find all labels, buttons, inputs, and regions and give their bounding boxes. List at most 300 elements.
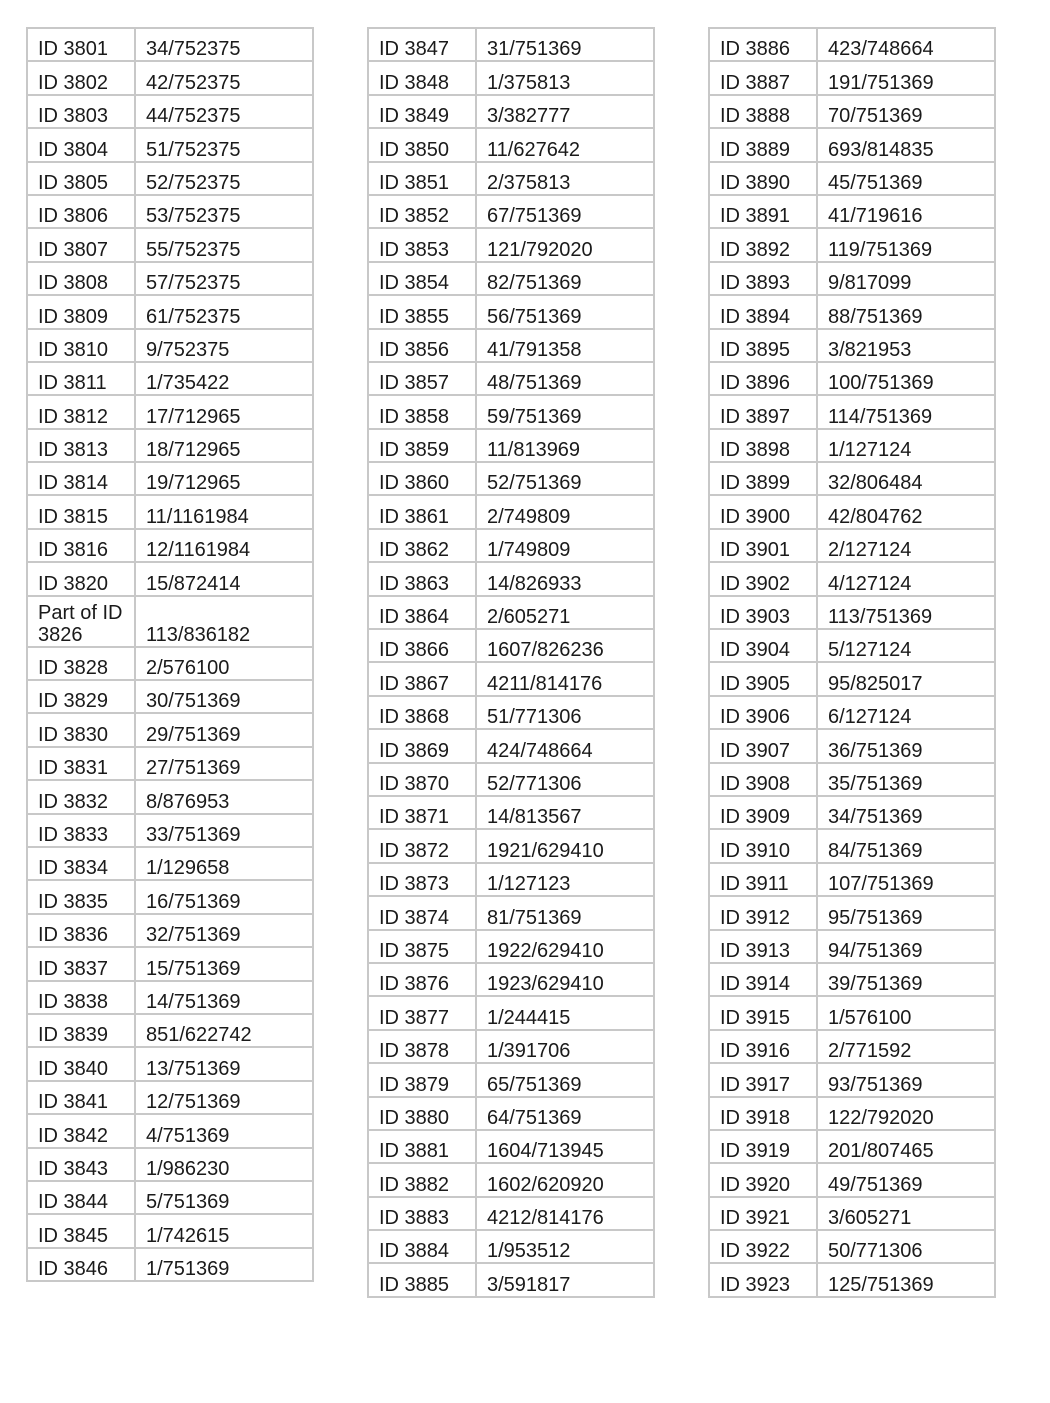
value-cell: 34/751369: [817, 796, 995, 829]
value-cell: 39/751369: [817, 963, 995, 996]
id-cell: ID 3850: [368, 128, 476, 161]
table-row: [709, 228, 995, 261]
table-row: [368, 562, 654, 595]
id-cell: ID 3864: [368, 596, 476, 629]
table-row: [27, 295, 313, 328]
table-row: [709, 729, 995, 762]
id-cell: ID 3853: [368, 228, 476, 261]
id-cell: ID 3830: [27, 713, 135, 746]
id-cell: ID 3855: [368, 295, 476, 328]
value-cell: 33/751369: [135, 814, 313, 847]
value-cell: 32/751369: [135, 914, 313, 947]
table-row: [709, 362, 995, 395]
id-cell: ID 3838: [27, 981, 135, 1014]
table-row: [709, 529, 995, 562]
table-row: [709, 262, 995, 295]
table-row: [368, 729, 654, 762]
value-cell: 27/751369: [135, 747, 313, 780]
value-cell: 95/825017: [817, 662, 995, 695]
id-cell: ID 3891: [709, 195, 817, 228]
value-cell: 2/576100: [135, 647, 313, 680]
value-cell: 88/751369: [817, 295, 995, 328]
value-cell: 2/375813: [476, 162, 654, 195]
value-cell: 113/751369: [817, 596, 995, 629]
value-cell: 1/127123: [476, 863, 654, 896]
table-row: [709, 662, 995, 695]
value-cell: 3/382777: [476, 95, 654, 128]
id-table-2: [367, 27, 655, 1298]
id-cell: ID 3904: [709, 629, 817, 662]
value-cell: 1922/629410: [476, 930, 654, 963]
table-row: [709, 763, 995, 796]
value-cell: 84/751369: [817, 829, 995, 862]
value-cell: 125/751369: [817, 1263, 995, 1296]
table-row: [368, 1163, 654, 1196]
value-cell: 42/804762: [817, 495, 995, 528]
table-row: [709, 896, 995, 929]
value-cell: 1/986230: [135, 1148, 313, 1181]
id-cell: ID 3820: [27, 562, 135, 595]
table-row: [709, 1030, 995, 1063]
id-cell: ID 3882: [368, 1163, 476, 1196]
value-cell: 13/751369: [135, 1047, 313, 1080]
value-cell: 1/749809: [476, 529, 654, 562]
value-cell: 1921/629410: [476, 829, 654, 862]
value-cell: 34/752375: [135, 28, 313, 61]
value-cell: 1607/826236: [476, 629, 654, 662]
id-table-3: [708, 27, 996, 1298]
value-cell: 122/792020: [817, 1097, 995, 1130]
table-row: [368, 128, 654, 161]
table-row: [368, 28, 654, 61]
value-cell: 95/751369: [817, 896, 995, 929]
value-cell: 8/876953: [135, 780, 313, 813]
value-cell: 4/751369: [135, 1114, 313, 1147]
id-cell: Part of ID 3826: [27, 596, 135, 647]
value-cell: 41/719616: [817, 195, 995, 228]
table-row: [27, 429, 313, 462]
table-row: [709, 61, 995, 94]
id-cell: ID 3877: [368, 996, 476, 1029]
id-cell: ID 3909: [709, 796, 817, 829]
id-cell: ID 3805: [27, 162, 135, 195]
table-row: [27, 495, 313, 528]
value-cell: 1/576100: [817, 996, 995, 1029]
value-cell: 3/821953: [817, 329, 995, 362]
table-row: [368, 295, 654, 328]
id-cell: ID 3809: [27, 295, 135, 328]
id-cell: ID 3837: [27, 947, 135, 980]
id-cell: ID 3847: [368, 28, 476, 61]
value-cell: 121/792020: [476, 228, 654, 261]
value-cell: 114/751369: [817, 395, 995, 428]
id-cell: ID 3900: [709, 495, 817, 528]
table-row: [27, 462, 313, 495]
value-cell: 70/751369: [817, 95, 995, 128]
value-cell: 36/751369: [817, 729, 995, 762]
value-cell: 1/127124: [817, 429, 995, 462]
table-row: [368, 596, 654, 629]
table-row: [709, 429, 995, 462]
table-row: [709, 495, 995, 528]
table-row: [709, 195, 995, 228]
id-cell: ID 3803: [27, 95, 135, 128]
table-row: [27, 128, 313, 161]
id-cell: ID 3834: [27, 847, 135, 880]
id-cell: ID 3833: [27, 814, 135, 847]
id-cell: ID 3867: [368, 662, 476, 695]
table-row: [368, 395, 654, 428]
table-row: [27, 228, 313, 261]
table-row: [27, 947, 313, 980]
value-cell: 29/751369: [135, 713, 313, 746]
value-cell: 1602/620920: [476, 1163, 654, 1196]
table-row: [27, 1248, 313, 1281]
value-cell: 67/751369: [476, 195, 654, 228]
table-row: [368, 1063, 654, 1096]
id-cell: ID 3841: [27, 1081, 135, 1114]
id-cell: ID 3815: [27, 495, 135, 528]
value-cell: 119/751369: [817, 228, 995, 261]
id-cell: ID 3921: [709, 1197, 817, 1230]
table-row: [27, 780, 313, 813]
id-cell: ID 3859: [368, 429, 476, 462]
table-row: [27, 61, 313, 94]
table-row: [368, 362, 654, 395]
table-row: [27, 95, 313, 128]
id-cell: ID 3828: [27, 647, 135, 680]
table-row: [27, 747, 313, 780]
id-cell: ID 3886: [709, 28, 817, 61]
table-row: [27, 395, 313, 428]
table-row: [709, 1097, 995, 1130]
id-cell: ID 3923: [709, 1263, 817, 1296]
value-cell: 9/817099: [817, 262, 995, 295]
table-row: [709, 596, 995, 629]
table-row: [368, 1030, 654, 1063]
value-cell: 100/751369: [817, 362, 995, 395]
table-row: [709, 329, 995, 362]
value-cell: 52/771306: [476, 763, 654, 796]
id-cell: ID 3872: [368, 829, 476, 862]
value-cell: 1/244415: [476, 996, 654, 1029]
value-cell: 17/712965: [135, 395, 313, 428]
value-cell: 31/751369: [476, 28, 654, 61]
id-cell: ID 3849: [368, 95, 476, 128]
id-cell: ID 3840: [27, 1047, 135, 1080]
id-cell: ID 3873: [368, 863, 476, 896]
id-cell: ID 3906: [709, 696, 817, 729]
table-row: [368, 896, 654, 929]
table-row: [368, 429, 654, 462]
table-row: [709, 1197, 995, 1230]
table-row: [27, 195, 313, 228]
value-cell: 52/751369: [476, 462, 654, 495]
table-row: [709, 1130, 995, 1163]
table-row: [709, 462, 995, 495]
value-cell: 1/375813: [476, 61, 654, 94]
table-row: [709, 1263, 995, 1296]
id-cell: ID 3907: [709, 729, 817, 762]
value-cell: 51/752375: [135, 128, 313, 161]
table-row: [27, 262, 313, 295]
value-cell: 3/591817: [476, 1263, 654, 1296]
table-row: [27, 713, 313, 746]
id-cell: ID 3813: [27, 429, 135, 462]
table-row: [27, 329, 313, 362]
value-cell: 15/751369: [135, 947, 313, 980]
id-cell: ID 3801: [27, 28, 135, 61]
value-cell: 50/771306: [817, 1230, 995, 1263]
id-cell: ID 3863: [368, 562, 476, 595]
id-cell: ID 3913: [709, 930, 817, 963]
table-row: [368, 1130, 654, 1163]
id-cell: ID 3915: [709, 996, 817, 1029]
table-row: [368, 262, 654, 295]
table-row: [27, 647, 313, 680]
table-row: [709, 95, 995, 128]
table-row: [368, 629, 654, 662]
table-row: [27, 529, 313, 562]
value-cell: 32/806484: [817, 462, 995, 495]
value-cell: 16/751369: [135, 880, 313, 913]
id-cell: ID 3868: [368, 696, 476, 729]
id-cell: ID 3922: [709, 1230, 817, 1263]
id-cell: ID 3869: [368, 729, 476, 762]
value-cell: 12/1161984: [135, 529, 313, 562]
table-row: [27, 814, 313, 847]
table-row: [709, 963, 995, 996]
id-cell: ID 3816: [27, 529, 135, 562]
value-cell: 18/712965: [135, 429, 313, 462]
id-cell: ID 3808: [27, 262, 135, 295]
id-cell: ID 3911: [709, 863, 817, 896]
id-cell: ID 3839: [27, 1014, 135, 1047]
value-cell: 19/712965: [135, 462, 313, 495]
id-table-1: [26, 27, 314, 1282]
table-row: [709, 295, 995, 328]
id-cell: ID 3905: [709, 662, 817, 695]
id-cell: ID 3918: [709, 1097, 817, 1130]
table-row: [709, 1063, 995, 1096]
table-row: [368, 1263, 654, 1296]
value-cell: 107/751369: [817, 863, 995, 896]
id-cell: ID 3812: [27, 395, 135, 428]
id-cell: ID 3896: [709, 362, 817, 395]
value-cell: 1/742615: [135, 1214, 313, 1247]
value-cell: 52/752375: [135, 162, 313, 195]
value-cell: 4212/814176: [476, 1197, 654, 1230]
table-row: [27, 1148, 313, 1181]
table-row: [368, 996, 654, 1029]
value-cell: 82/751369: [476, 262, 654, 295]
id-cell: ID 3903: [709, 596, 817, 629]
id-cell: ID 3884: [368, 1230, 476, 1263]
table-row: [27, 680, 313, 713]
value-cell: 11/813969: [476, 429, 654, 462]
value-cell: 42/752375: [135, 61, 313, 94]
value-cell: 113/836182: [135, 596, 313, 647]
value-cell: 30/751369: [135, 680, 313, 713]
value-cell: 61/752375: [135, 295, 313, 328]
value-cell: 1/751369: [135, 1248, 313, 1281]
table-row: [709, 829, 995, 862]
id-cell: ID 3842: [27, 1114, 135, 1147]
value-cell: 1923/629410: [476, 963, 654, 996]
table-row: [709, 28, 995, 61]
id-cell: ID 3883: [368, 1197, 476, 1230]
value-cell: 14/826933: [476, 562, 654, 595]
id-cell: ID 3844: [27, 1181, 135, 1214]
table-row: [27, 562, 313, 595]
table-row: [368, 796, 654, 829]
table-row: [368, 863, 654, 896]
id-cell: ID 3835: [27, 880, 135, 913]
id-cell: ID 3848: [368, 61, 476, 94]
id-cell: ID 3870: [368, 763, 476, 796]
id-cell: ID 3885: [368, 1263, 476, 1296]
table-row: [27, 1081, 313, 1114]
table-row: [368, 1197, 654, 1230]
table-row: [27, 1214, 313, 1247]
id-cell: ID 3919: [709, 1130, 817, 1163]
table-row: [27, 28, 313, 61]
id-cell: ID 3910: [709, 829, 817, 862]
value-cell: 5/127124: [817, 629, 995, 662]
id-cell: ID 3888: [709, 95, 817, 128]
table-row: [709, 1230, 995, 1263]
id-cell: ID 3831: [27, 747, 135, 780]
value-cell: 35/751369: [817, 763, 995, 796]
id-cell: ID 3881: [368, 1130, 476, 1163]
id-cell: ID 3871: [368, 796, 476, 829]
table-row: [27, 880, 313, 913]
value-cell: 201/807465: [817, 1130, 995, 1163]
table-row: [709, 629, 995, 662]
value-cell: 81/751369: [476, 896, 654, 929]
id-cell: ID 3802: [27, 61, 135, 94]
id-cell: ID 3852: [368, 195, 476, 228]
id-cell: ID 3862: [368, 529, 476, 562]
value-cell: 9/752375: [135, 329, 313, 362]
id-cell: ID 3893: [709, 262, 817, 295]
id-cell: ID 3876: [368, 963, 476, 996]
table-row: [368, 930, 654, 963]
id-cell: ID 3860: [368, 462, 476, 495]
table-row: [368, 495, 654, 528]
value-cell: 2/749809: [476, 495, 654, 528]
table-row: [368, 95, 654, 128]
table-row: [368, 162, 654, 195]
id-cell: ID 3856: [368, 329, 476, 362]
value-cell: 1/953512: [476, 1230, 654, 1263]
value-cell: 41/791358: [476, 329, 654, 362]
table-row: [709, 562, 995, 595]
id-cell: ID 3854: [368, 262, 476, 295]
id-cell: ID 3845: [27, 1214, 135, 1247]
value-cell: 56/751369: [476, 295, 654, 328]
value-cell: 1/735422: [135, 362, 313, 395]
value-cell: 12/751369: [135, 1081, 313, 1114]
value-cell: 45/751369: [817, 162, 995, 195]
value-cell: 693/814835: [817, 128, 995, 161]
id-cell: ID 3846: [27, 1248, 135, 1281]
id-cell: ID 3858: [368, 395, 476, 428]
table-row: [27, 1047, 313, 1080]
value-cell: 53/752375: [135, 195, 313, 228]
id-cell: ID 3897: [709, 395, 817, 428]
id-cell: ID 3866: [368, 629, 476, 662]
value-cell: 3/605271: [817, 1197, 995, 1230]
table-row: [709, 863, 995, 896]
id-cell: ID 3806: [27, 195, 135, 228]
id-cell: ID 3920: [709, 1163, 817, 1196]
table-row: [368, 763, 654, 796]
table-row: [368, 529, 654, 562]
value-cell: 6/127124: [817, 696, 995, 729]
value-cell: 44/752375: [135, 95, 313, 128]
id-cell: ID 3829: [27, 680, 135, 713]
value-cell: 423/748664: [817, 28, 995, 61]
value-cell: 11/1161984: [135, 495, 313, 528]
id-cell: ID 3902: [709, 562, 817, 595]
id-cell: ID 3861: [368, 495, 476, 528]
table-row: [27, 981, 313, 1014]
value-cell: 57/752375: [135, 262, 313, 295]
value-cell: 49/751369: [817, 1163, 995, 1196]
id-cell: ID 3890: [709, 162, 817, 195]
table-row: [27, 914, 313, 947]
id-cell: ID 3878: [368, 1030, 476, 1063]
id-cell: ID 3811: [27, 362, 135, 395]
table-row: [709, 1163, 995, 1196]
value-cell: 65/751369: [476, 1063, 654, 1096]
table-row: [27, 1014, 313, 1047]
id-cell: ID 3880: [368, 1097, 476, 1130]
table-row: [709, 996, 995, 1029]
value-cell: 1604/713945: [476, 1130, 654, 1163]
table-row: [709, 128, 995, 161]
table-row: [368, 195, 654, 228]
value-cell: 2/605271: [476, 596, 654, 629]
value-cell: 14/813567: [476, 796, 654, 829]
id-cell: ID 3895: [709, 329, 817, 362]
id-cell: ID 3889: [709, 128, 817, 161]
value-cell: 191/751369: [817, 61, 995, 94]
table-row: [368, 61, 654, 94]
id-cell: ID 3912: [709, 896, 817, 929]
table-row: [368, 829, 654, 862]
value-cell: 51/771306: [476, 696, 654, 729]
value-cell: 11/627642: [476, 128, 654, 161]
id-cell: ID 3807: [27, 228, 135, 261]
table-row: [709, 930, 995, 963]
value-cell: 1/129658: [135, 847, 313, 880]
id-cell: ID 3810: [27, 329, 135, 362]
value-cell: 64/751369: [476, 1097, 654, 1130]
table-row: [368, 462, 654, 495]
value-cell: 5/751369: [135, 1181, 313, 1214]
id-cell: ID 3814: [27, 462, 135, 495]
id-cell: ID 3914: [709, 963, 817, 996]
id-cell: ID 3843: [27, 1148, 135, 1181]
table-row: [27, 847, 313, 880]
value-cell: 14/751369: [135, 981, 313, 1014]
value-cell: 48/751369: [476, 362, 654, 395]
id-cell: ID 3898: [709, 429, 817, 462]
id-cell: ID 3857: [368, 362, 476, 395]
value-cell: 93/751369: [817, 1063, 995, 1096]
